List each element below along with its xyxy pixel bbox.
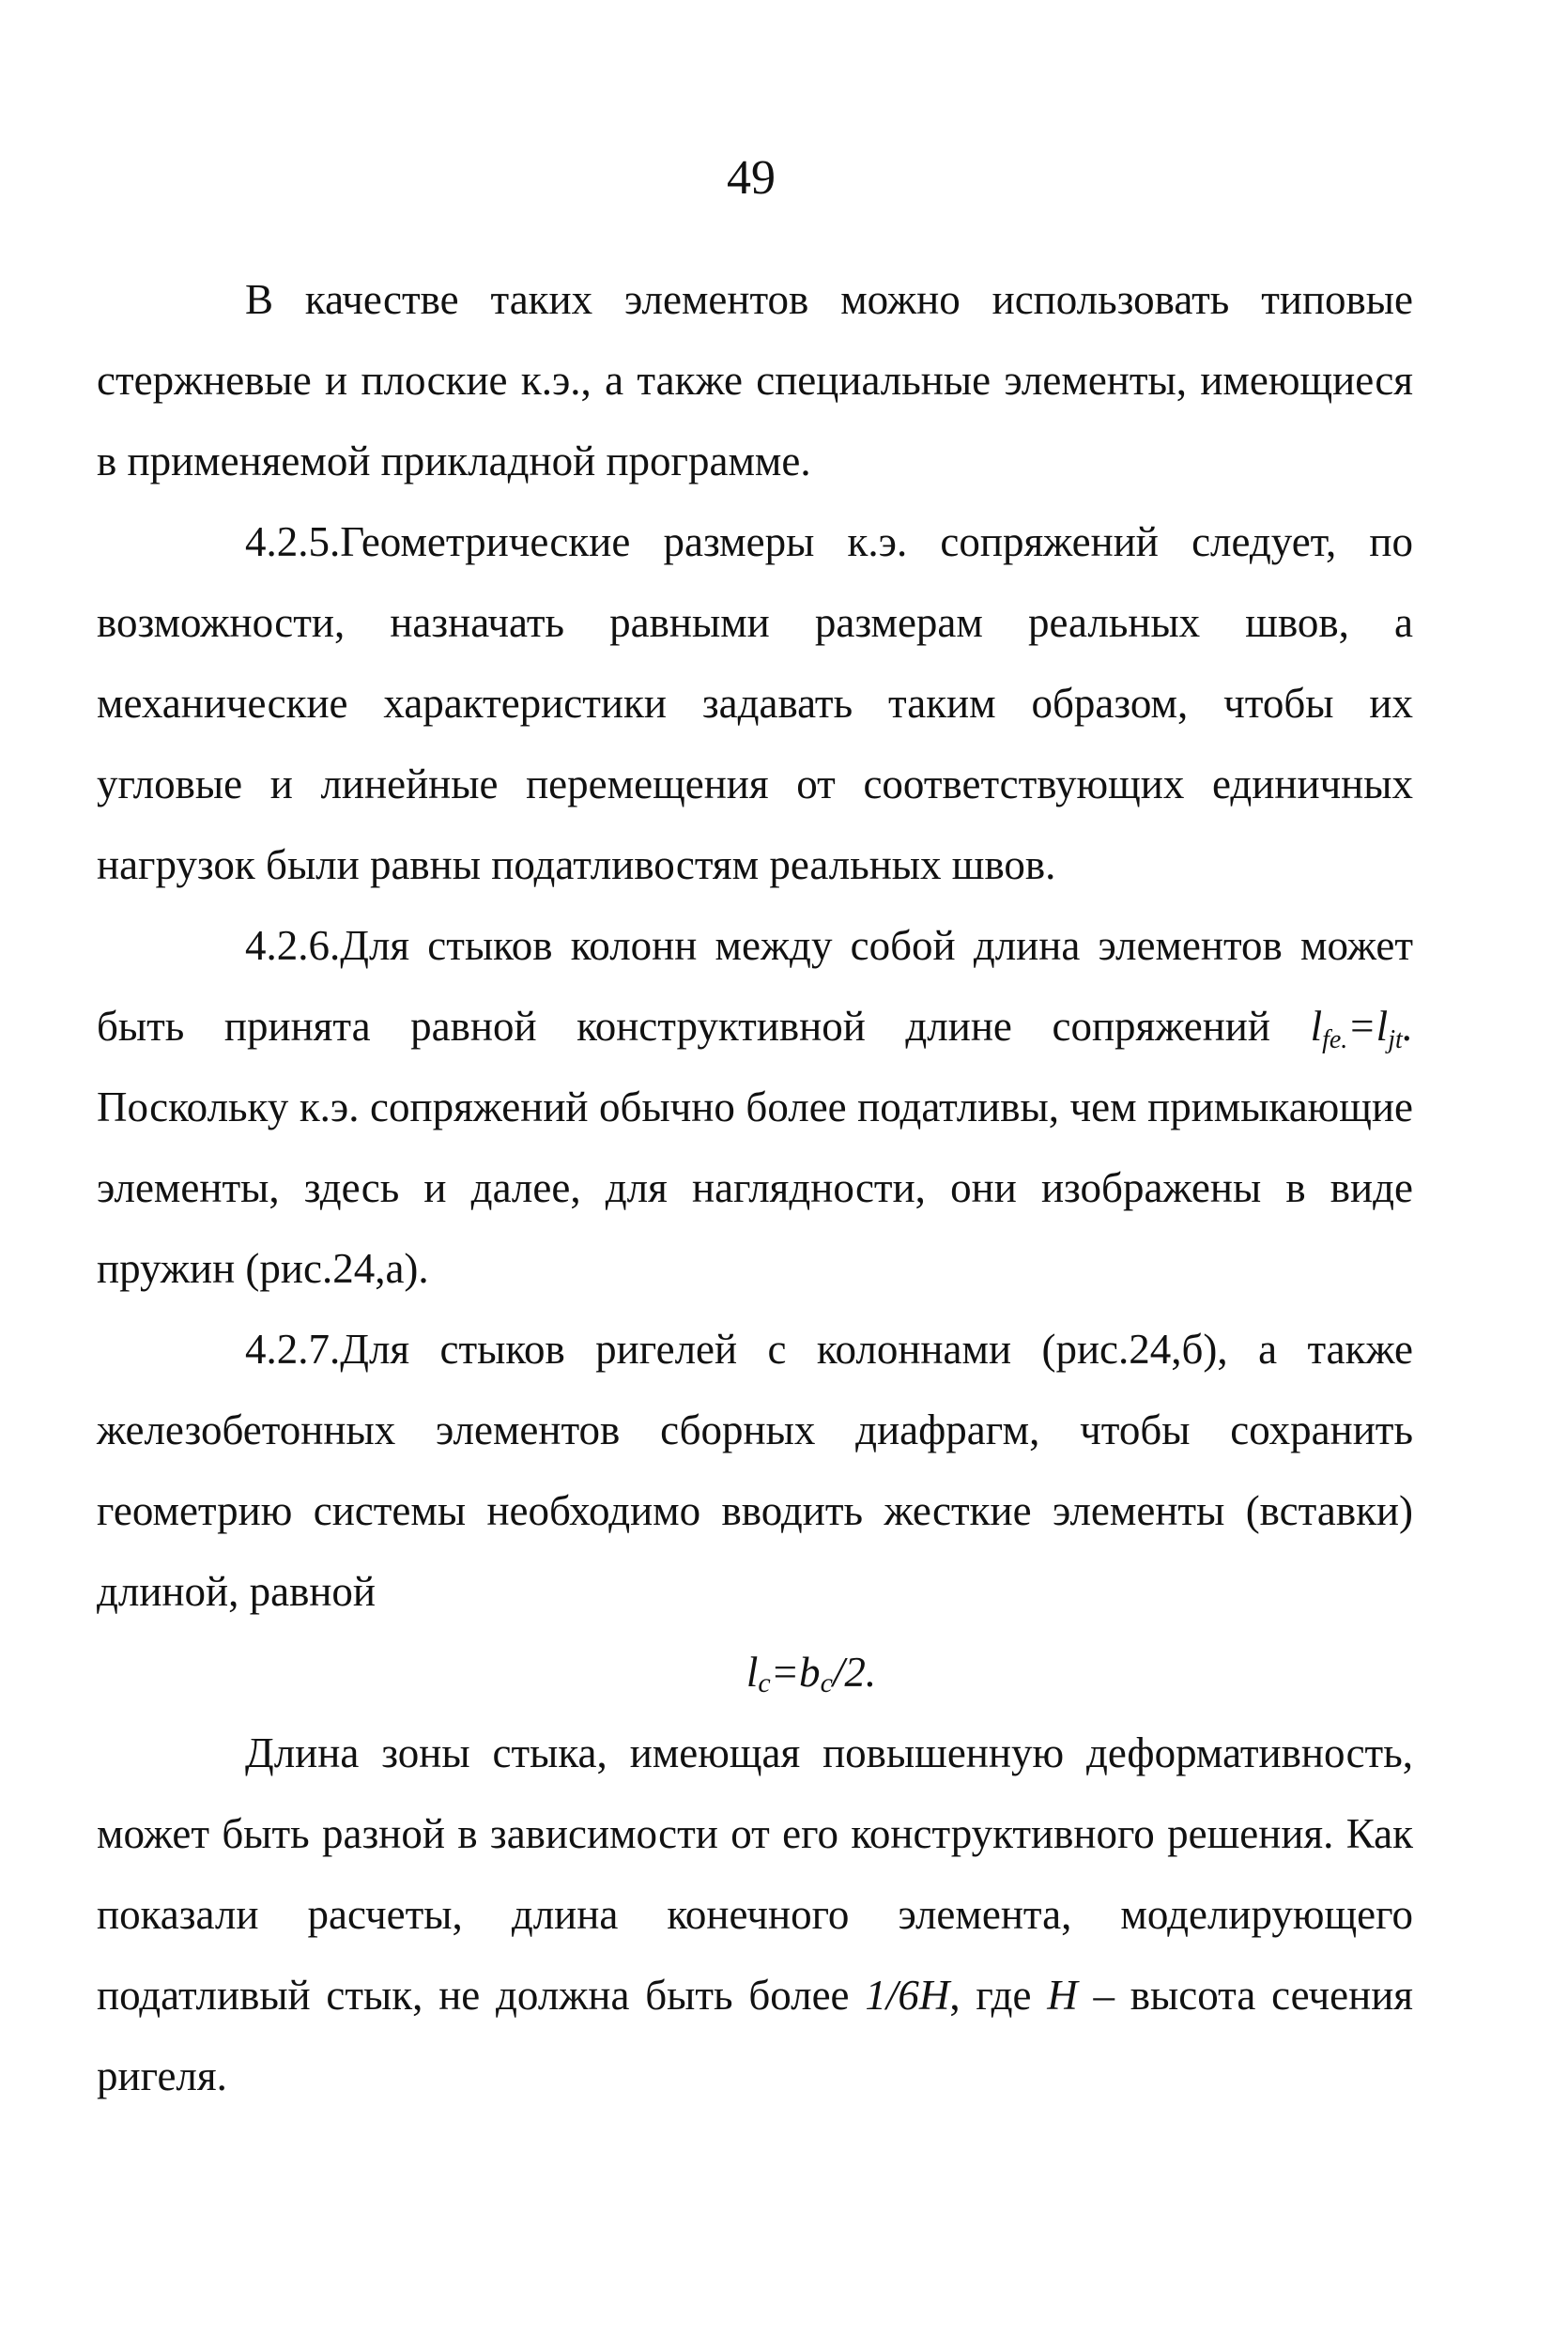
- formula-lc-tail: /2.: [832, 1649, 877, 1696]
- paragraph-4-2-7: 4.2.7.Для стыков ригелей с колоннами (рис.24,б), а также железобетонных элементов сборных диафрагм, чтобы сохранить геометрию системы необходимо вводить жесткие элементы (вставки) длиной, равной: [97, 1326, 1413, 1615]
- paragraph-4-2-6: [97, 905, 1413, 1309]
- paragraph-joint-end: – высота сечения ригеля.: [97, 1972, 1413, 2099]
- paragraph-joint-start: Длина зоны стыка, имеющая повышенную деформативность, может быть разной в зависимости от его конструктивного решения. Как показали расчеты, длина конечного элемента, моделирующего податливый стык, не должна быть более: [97, 1729, 1413, 2019]
- formula-lc-sub: c: [758, 1667, 771, 1698]
- paragraph-joint-mid: , где: [949, 1972, 1048, 2019]
- formula-lc: [97, 1632, 1413, 1713]
- formula-l2: l: [1376, 1003, 1389, 1050]
- formula-lc-sub2: c: [820, 1667, 833, 1698]
- paragraph-elements-usage: В качестве таких элементов можно использовать типовые стержневые и плоские к.э., а также специальные элементы, имеющиеся в применяемой прикладной программе.: [97, 276, 1413, 484]
- formula-l1: l: [1310, 1003, 1323, 1050]
- formula-dot: .: [1402, 1003, 1413, 1050]
- paragraph-4-2-6-start: 4.2.6.Для стыков колонн между собой длина элементов может быть принята равной конструктивной длине сопряжений: [97, 922, 1413, 1050]
- paragraph-4-2-6-end: Поскольку к.э. сопряжений обычно более податливы, чем примыкающие элементы, здесь и далее, для наглядности, они изображены в виде пружин (рис.24,а).: [97, 1083, 1413, 1292]
- inline-formula-lfe-ljt: [1310, 1003, 1413, 1054]
- formula-sub-fe: fe.: [1322, 1025, 1348, 1054]
- formula-sub-jt: jt: [1388, 1025, 1403, 1054]
- formula-lc-l: l: [746, 1649, 759, 1696]
- body-text: [97, 259, 1413, 2116]
- symbol-H: H: [1047, 1972, 1078, 2019]
- formula-eq: =: [1347, 1003, 1376, 1050]
- formula-lc-rhs: =b: [770, 1649, 821, 1696]
- fraction-1-6H: 1/6H: [865, 1972, 950, 2019]
- paragraph-joint-zone-length: [97, 1713, 1413, 2116]
- paragraph-4-2-5: 4.2.5.Геометрические размеры к.э. сопряжений следует, по возможности, назначать равными размерам реальных швов, а механические характеристики задавать таким образом, чтобы их угловые и линейные перемещения от соответствующих единичных нагрузок были равны податливостям реальных швов.: [97, 518, 1413, 888]
- page-number: 49: [727, 151, 776, 205]
